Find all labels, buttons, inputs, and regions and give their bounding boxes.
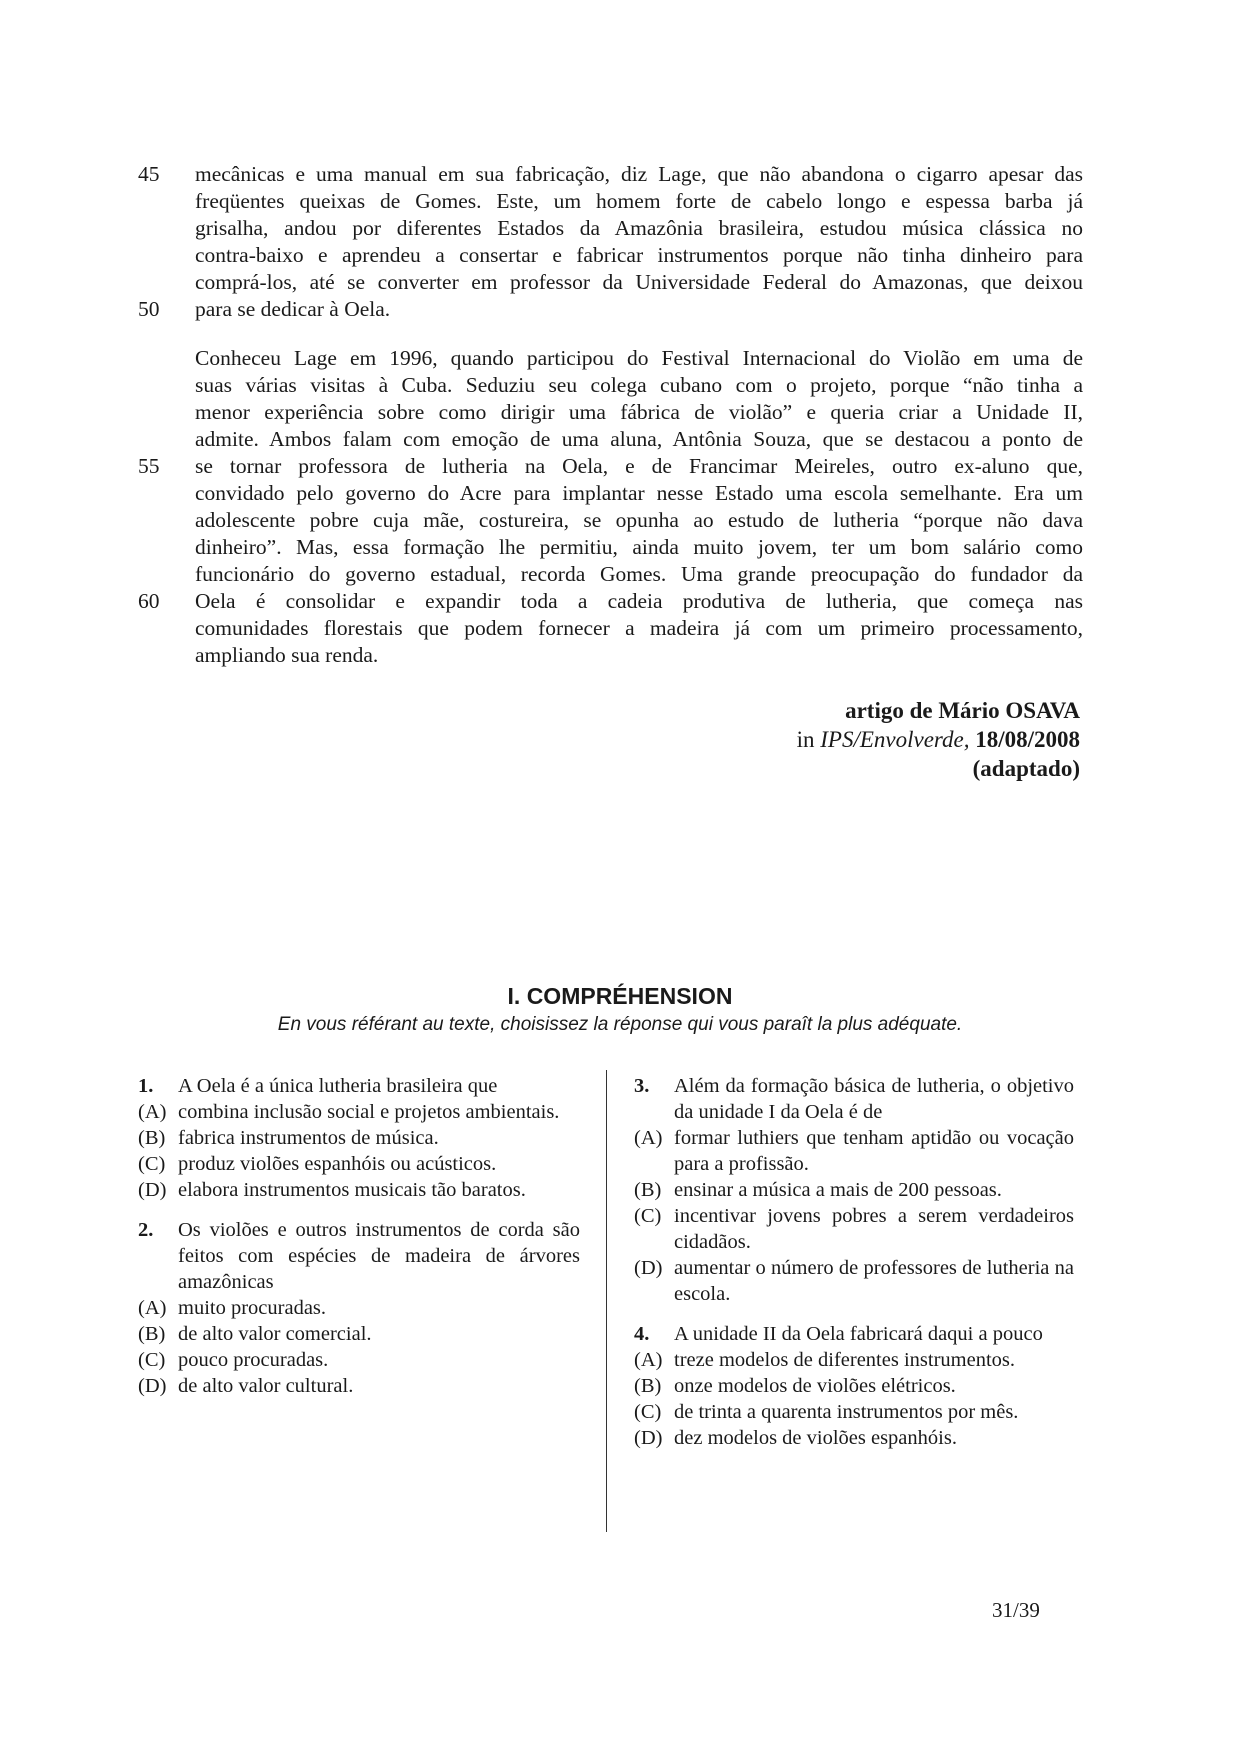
- question-stem: [634, 1321, 1074, 1347]
- answer-option[interactable]: [138, 1295, 580, 1321]
- line-number: 45: [138, 162, 160, 186]
- question-number: 2.: [138, 1219, 154, 1241]
- byline-publication: IPS/Envolverde,: [820, 727, 970, 752]
- byline-author: artigo de Mário OSAVA: [845, 698, 1080, 723]
- option-letter: (C): [634, 1401, 662, 1423]
- question-stem: [634, 1073, 1074, 1125]
- byline-in: in: [796, 727, 815, 752]
- answer-option[interactable]: [138, 1151, 580, 1177]
- option-letter: (D): [138, 1179, 167, 1201]
- option-letter: (D): [634, 1257, 663, 1279]
- answer-option[interactable]: [634, 1177, 1074, 1203]
- line-number: 50: [138, 297, 160, 321]
- section-title: I. COMPRÉHENSION: [507, 983, 733, 1009]
- article-line: grisalha, andou por diferentes Estados da Amazônia brasileira, estudou música clássica no: [195, 216, 1083, 240]
- question-number: 1.: [138, 1075, 154, 1097]
- option-letter: (A): [634, 1127, 663, 1149]
- option-letter: (B): [138, 1127, 166, 1149]
- option-letter: (A): [138, 1297, 167, 1319]
- article-line: admite. Ambos falam com emoção de uma aluna, Antônia Souza, que se destacou a ponto de: [195, 427, 1083, 451]
- answer-option[interactable]: [634, 1203, 1074, 1255]
- article-line: comprá-los, até se converter em professor da Universidade Federal do Amazonas, que deixou: [195, 270, 1083, 294]
- article-line: para se dedicar à Oela.: [195, 297, 391, 321]
- answer-option[interactable]: [138, 1125, 580, 1151]
- article-line: convidado pelo governo do Acre para implantar nesse Estado uma escola semelhante. Era um: [195, 481, 1083, 505]
- option-letter: (D): [138, 1375, 167, 1397]
- article-line: funcionário do governo estadual, recorda Gomes. Uma grande preocupação do fundador da: [195, 562, 1083, 586]
- option-text: treze modelos de diferentes instrumentos.: [674, 1349, 1015, 1371]
- option-letter: (A): [634, 1349, 663, 1371]
- article-line: menor experiência sobre como dirigir uma fábrica de violão” e queria criar a Unidade II,: [195, 400, 1083, 424]
- question-text: A Oela é a única lutheria brasileira que: [178, 1075, 498, 1097]
- option-text: produz violões espanhóis ou acústicos.: [178, 1153, 497, 1175]
- answer-option[interactable]: [634, 1425, 1074, 1451]
- option-text: de alto valor cultural.: [178, 1375, 354, 1397]
- option-text: incentivar jovens pobres a serem verdadeiros cidadãos.: [674, 1205, 1074, 1253]
- column-divider: [606, 1070, 607, 1532]
- option-text: pouco procuradas.: [178, 1349, 329, 1371]
- option-text: aumentar o número de professores de lutheria na escola.: [674, 1257, 1074, 1305]
- article-line: mecânicas e uma manual em sua fabricação, diz Lage, que não abandona o cigarro apesar das: [195, 162, 1083, 186]
- answer-option[interactable]: [634, 1373, 1074, 1399]
- page-number: 31/39: [992, 1598, 1040, 1622]
- option-text: combina inclusão social e projetos ambientais.: [178, 1101, 560, 1123]
- option-text: onze modelos de violões elétricos.: [674, 1375, 956, 1397]
- answer-option[interactable]: [634, 1125, 1074, 1177]
- option-letter: (D): [634, 1427, 663, 1449]
- option-text: fabrica instrumentos de música.: [178, 1127, 439, 1149]
- byline-date: 18/08/2008: [975, 727, 1080, 752]
- question-text: Os violões e outros instrumentos de corda são feitos com espécies de madeira de árvores amazônicas: [178, 1219, 580, 1293]
- option-text: de trinta a quarenta instrumentos por mês.: [674, 1401, 1019, 1423]
- question-text: Além da formação básica de lutheria, o objetivo da unidade I da Oela é de: [674, 1075, 1074, 1123]
- answer-option[interactable]: [138, 1099, 580, 1125]
- option-text: dez modelos de violões espanhóis.: [674, 1427, 957, 1449]
- article-line: ampliando sua renda.: [195, 643, 379, 667]
- answer-option[interactable]: [138, 1321, 580, 1347]
- answer-option[interactable]: [138, 1373, 580, 1399]
- article-line: suas várias visitas à Cuba. Seduziu seu colega cubano com o projeto, porque “não tinha a: [195, 373, 1083, 397]
- option-letter: (B): [634, 1179, 662, 1201]
- answer-option[interactable]: [138, 1347, 580, 1373]
- option-text: formar luthiers que tenham aptidão ou vocação para a profissão.: [674, 1127, 1074, 1175]
- question-stem: [138, 1073, 580, 1099]
- line-number: 55: [138, 454, 160, 478]
- question-text: A unidade II da Oela fabricará daqui a pouco: [674, 1323, 1043, 1345]
- question-number: 4.: [634, 1323, 650, 1345]
- line-number: 60: [138, 589, 160, 613]
- questions-left-column: [138, 1073, 580, 1399]
- article-line: contra-baixo e aprendeu a consertar e fabricar instrumentos porque não tinha dinheiro para: [195, 243, 1083, 267]
- article-line: comunidades florestais que podem fornecer a madeira já com um primeiro processamento,: [195, 616, 1083, 640]
- answer-option[interactable]: [634, 1255, 1074, 1307]
- option-letter: (A): [138, 1101, 167, 1123]
- option-letter: (B): [634, 1375, 662, 1397]
- article-line: Oela é consolidar e expandir toda a cadeia produtiva de lutheria, que começa nas: [195, 589, 1083, 613]
- byline-note: (adaptado): [972, 756, 1080, 781]
- answer-option[interactable]: [138, 1177, 580, 1203]
- article-line: freqüentes queixas de Gomes. Este, um homem forte de cabelo longo e espessa barba já: [195, 189, 1083, 213]
- question-stem: [138, 1217, 580, 1295]
- option-text: de alto valor comercial.: [178, 1323, 372, 1345]
- question-number: 3.: [634, 1075, 650, 1097]
- option-text: ensinar a música a mais de 200 pessoas.: [674, 1179, 1002, 1201]
- article-line: adolescente pobre cuja mãe, costureira, se opunha ao estudo de lutheria “porque não dava: [195, 508, 1083, 532]
- option-letter: (C): [138, 1349, 166, 1371]
- article-line: dinheiro”. Mas, essa formação lhe permitiu, ainda muito jovem, ter um bom salário como: [195, 535, 1083, 559]
- article-line: se tornar professora de lutheria na Oela, e de Francimar Meireles, outro ex-aluno que,: [195, 454, 1083, 478]
- option-letter: (C): [634, 1205, 662, 1227]
- byline-source: [797, 725, 1080, 754]
- option-letter: (C): [138, 1153, 166, 1175]
- answer-option[interactable]: [634, 1399, 1074, 1425]
- option-letter: (B): [138, 1323, 166, 1345]
- article-line: Conheceu Lage em 1996, quando participou do Festival Internacional do Violão em uma de: [195, 346, 1083, 370]
- section-instruction: En vous référant au texte, choisissez la réponse qui vous paraît la plus adéquate.: [277, 1014, 963, 1035]
- questions-right-column: [634, 1073, 1074, 1451]
- option-text: muito procuradas.: [178, 1297, 327, 1319]
- option-text: elabora instrumentos musicais tão baratos.: [178, 1179, 526, 1201]
- answer-option[interactable]: [634, 1347, 1074, 1373]
